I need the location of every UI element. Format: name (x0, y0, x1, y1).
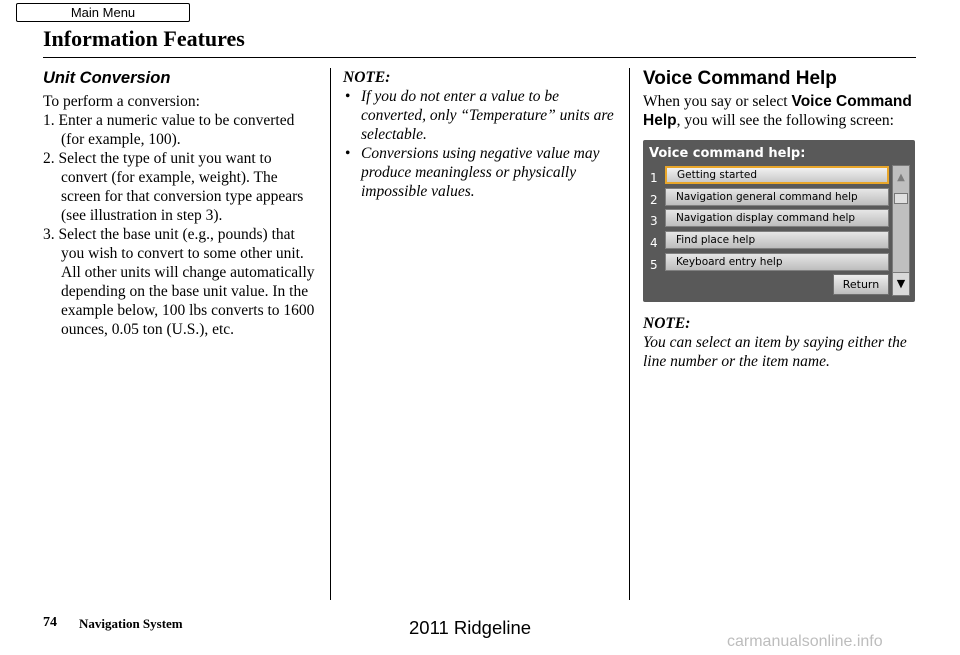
note-item: • If you do not enter a value to be converted, only “Temperature” units are selectable. (343, 87, 617, 144)
note-list (343, 87, 617, 201)
voice-help-intro: When you say or select Voice Command Help, you will see the following screen: (643, 93, 912, 129)
step-2: 2. Select the type of unit you want to convert (for example, weight). The screen for that conversion type appears (see illustration in step 3). (43, 150, 304, 224)
unit-conversion-column (43, 68, 318, 339)
scroll-up-icon[interactable]: ▲ (897, 172, 905, 183)
voice-command-help-screen (643, 140, 915, 302)
item-number: 3 (650, 214, 658, 228)
title-divider (43, 57, 916, 58)
menu-item-navigation-general[interactable]: Navigation general command help (665, 188, 889, 206)
column-divider-1 (330, 68, 331, 600)
unit-conversion-heading: Unit Conversion (43, 69, 171, 87)
menu-item-keyboard-entry[interactable]: Keyboard entry help (665, 253, 889, 271)
watermark: carmanualsonline.info (727, 633, 883, 650)
voice-command-help-term: Voice Command Help (643, 93, 912, 129)
screen-title: Voice command help: (649, 146, 806, 161)
conversion-steps (43, 111, 318, 339)
item-number: 5 (650, 258, 658, 272)
item-number: 2 (650, 193, 658, 207)
menu-item-find-place[interactable]: Find place help (665, 231, 889, 249)
item-number: 1 (650, 171, 658, 185)
voice-note-text: You can select an item by saying either the line number or the item name. (643, 334, 907, 370)
step-1: 1. Enter a numeric value to be converted (for example, 100). (43, 112, 295, 148)
unit-conversion-intro: To perform a conversion: (43, 93, 200, 110)
voice-help-heading: Voice Command Help (643, 68, 837, 89)
column-divider-2 (629, 68, 630, 600)
menu-item-navigation-display[interactable]: Navigation display command help (665, 209, 889, 227)
scroll-thumb[interactable] (894, 193, 908, 204)
voice-note-label: NOTE: (643, 315, 691, 332)
item-number: 4 (650, 236, 658, 250)
note-label: NOTE: (343, 69, 391, 86)
step-3: 3. Select the base unit (e.g., pounds) that you wish to convert to some other unit. All other units will change automatically depending on the base unit value. In the example below, 100 lbs converts to 1600 ounces, 0.05 ton (U.S.), etc. (43, 226, 315, 338)
note-item: • Conversions using negative value may produce meaningless or physically impossible values. (343, 144, 617, 201)
footer-model: 2011 Ridgeline (409, 617, 532, 638)
page-number: 74 (43, 615, 57, 630)
page-title: Information Features (43, 26, 245, 51)
voice-help-column (643, 68, 918, 371)
return-button[interactable]: Return (833, 274, 889, 295)
menu-item-getting-started[interactable]: Getting started (665, 166, 889, 184)
scroll-down-icon[interactable]: ▼ (893, 272, 909, 295)
main-menu-button[interactable]: Main Menu (16, 3, 190, 22)
note-column (343, 68, 617, 201)
scrollbar[interactable] (892, 165, 910, 296)
footer-section: Navigation System (79, 616, 183, 631)
